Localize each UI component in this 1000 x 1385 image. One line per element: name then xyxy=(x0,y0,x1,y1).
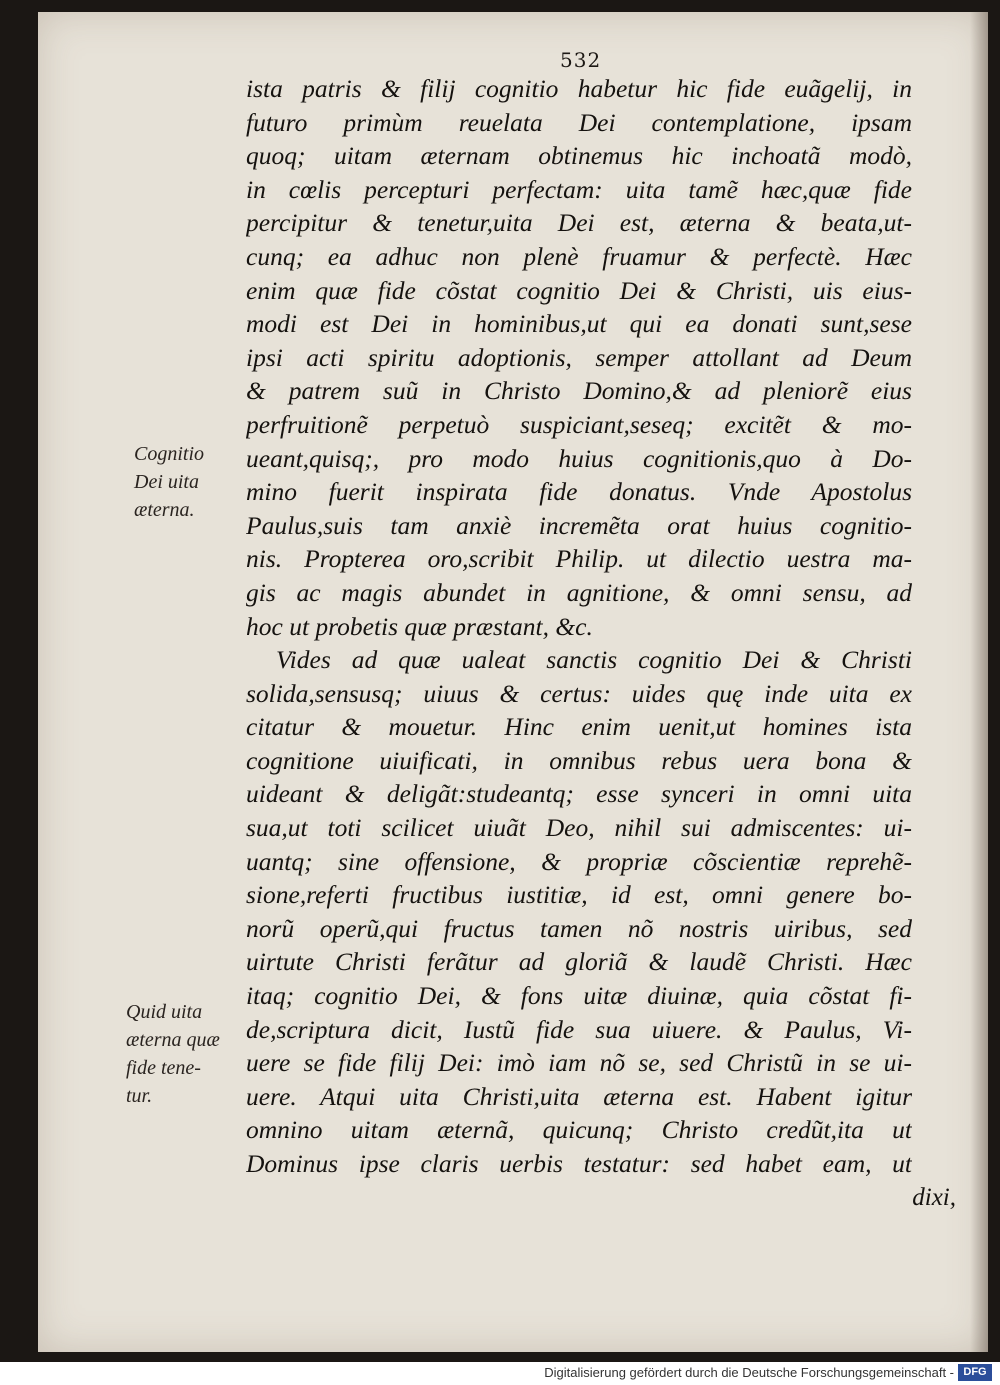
text-line: percipitur & tenetur,uita Dei est, æterna & beata,ut- xyxy=(246,208,912,238)
text-line: perfruitionẽ perpetuò suspiciant,seseq; excitẽt & mo- xyxy=(246,409,912,439)
margin-note-quid-uita xyxy=(126,998,220,1110)
page-edge-shadow xyxy=(970,12,988,1352)
text-line: uere. Atqui uita Christi,uita æterna est. Habent igitur xyxy=(246,1081,912,1111)
margin-note-line: fide tene- xyxy=(126,1057,201,1079)
text-line: futuro primùm reuelata Dei contemplatione, ipsam xyxy=(246,107,912,137)
text-line: Dominus ipse claris uerbis testatur: sed habet eam, ut xyxy=(246,1149,912,1178)
dfg-logo-icon: DFG xyxy=(958,1364,992,1381)
margin-note-cognitio xyxy=(134,440,204,524)
text-line: enim quæ fide cõstat cognitio Dei & Christi, uis eius- xyxy=(246,275,912,305)
margin-note-line: tur. xyxy=(126,1085,153,1107)
catchword: dixi, xyxy=(912,1184,956,1211)
margin-note-line: Dei uita xyxy=(134,471,199,493)
text-line: nis. Propterea oro,scribit Philip. ut dilectio uestra ma- xyxy=(246,544,912,574)
text-line: uantq; sine offensione, & propriæ cõscientiæ reprehẽ- xyxy=(246,846,912,876)
text-line: ista patris & filij cognitio habetur hic fide euãgelij, in xyxy=(246,74,912,103)
text-line: Paulus,suis tam anxiè incremẽta orat huius cognitio- xyxy=(246,510,912,540)
page-number: 532 xyxy=(560,48,602,72)
main-text-block xyxy=(246,72,912,1181)
text-line: norũ operũ,qui fructus tamen nõ nostris uiribus, sed xyxy=(246,913,912,943)
text-line: in cœlis percepturi perfectam: uita tamẽ hæc,quæ fide xyxy=(246,174,912,204)
text-line: modi est Dei in hominibus,ut qui ea donati sunt,sese xyxy=(246,309,912,339)
text-line: sua,ut toti scilicet uiuãt Deo, nihil sui admiscentes: ui- xyxy=(246,813,912,843)
text-line: uirtute Christi ferãtur ad gloriã & laudẽ Christi. Hæc xyxy=(246,947,912,977)
funding-notice: Digitalisierung gefördert durch die Deutsche Forschungsgemeinschaft - xyxy=(544,1365,954,1380)
text-line: & patrem suũ in Christo Domino,& ad pleniorẽ eius xyxy=(246,376,912,406)
text-line: citatur & mouetur. Hinc enim uenit,ut homines ista xyxy=(246,712,912,742)
text-line: uere se fide filij Dei: imò iam nõ se, sed Christũ in se ui- xyxy=(246,1048,912,1078)
text-line: cognitione uiuificati, in omnibus rebus uera bona & xyxy=(246,745,912,775)
text-line: ipsi acti spiritu adoptionis, semper attollant ad Deum xyxy=(246,342,912,372)
text-line: omnino uitam æternã, quicunq; Christo credũt,ita ut xyxy=(246,1115,912,1145)
text-line: uideant & deligãt:studeantq; esse synceri in omni uita xyxy=(246,779,912,809)
text-line: sione,referti fructibus iustitiæ, id est, omni genere bo- xyxy=(246,880,912,910)
text-line: itaq; cognitio Dei, & fons uitæ diuinæ, quia cõstat fi- xyxy=(246,981,912,1011)
text-line: gis ac magis abundet in agnitione, & omni sensu, ad xyxy=(246,577,912,607)
margin-note-line: æterna. xyxy=(134,499,195,521)
margin-note-line: Cognitio xyxy=(134,443,205,465)
text-line: de,scriptura dicit, Iustũ fide sua uiuere. & Paulus, Vi- xyxy=(246,1014,912,1044)
footer-bar xyxy=(0,1362,1000,1385)
margin-note-line: æterna quæ xyxy=(126,1029,220,1051)
text-line: ueant,quisq;, pro modo huius cognitionis,quo à Do- xyxy=(246,443,912,473)
text-line: cunq; ea adhuc non plenè fruamur & perfectè. Hæc xyxy=(246,241,912,271)
text-line: Vides ad quæ ualeat sanctis cognitio Dei & Christi xyxy=(276,645,912,675)
text-line: hoc ut probetis quæ præstant, &c. xyxy=(246,611,593,641)
text-line: solida,sensusq; uiuus & certus: uides quę inde uita ex xyxy=(246,678,912,708)
text-line: mino fuerit inspirata fide donatus. Vnde Apostolus xyxy=(246,477,912,507)
margin-note-line: Quid uita xyxy=(126,1001,203,1023)
text-line: quoq; uitam æternam obtinemus hic inchoatã modò, xyxy=(246,141,912,171)
